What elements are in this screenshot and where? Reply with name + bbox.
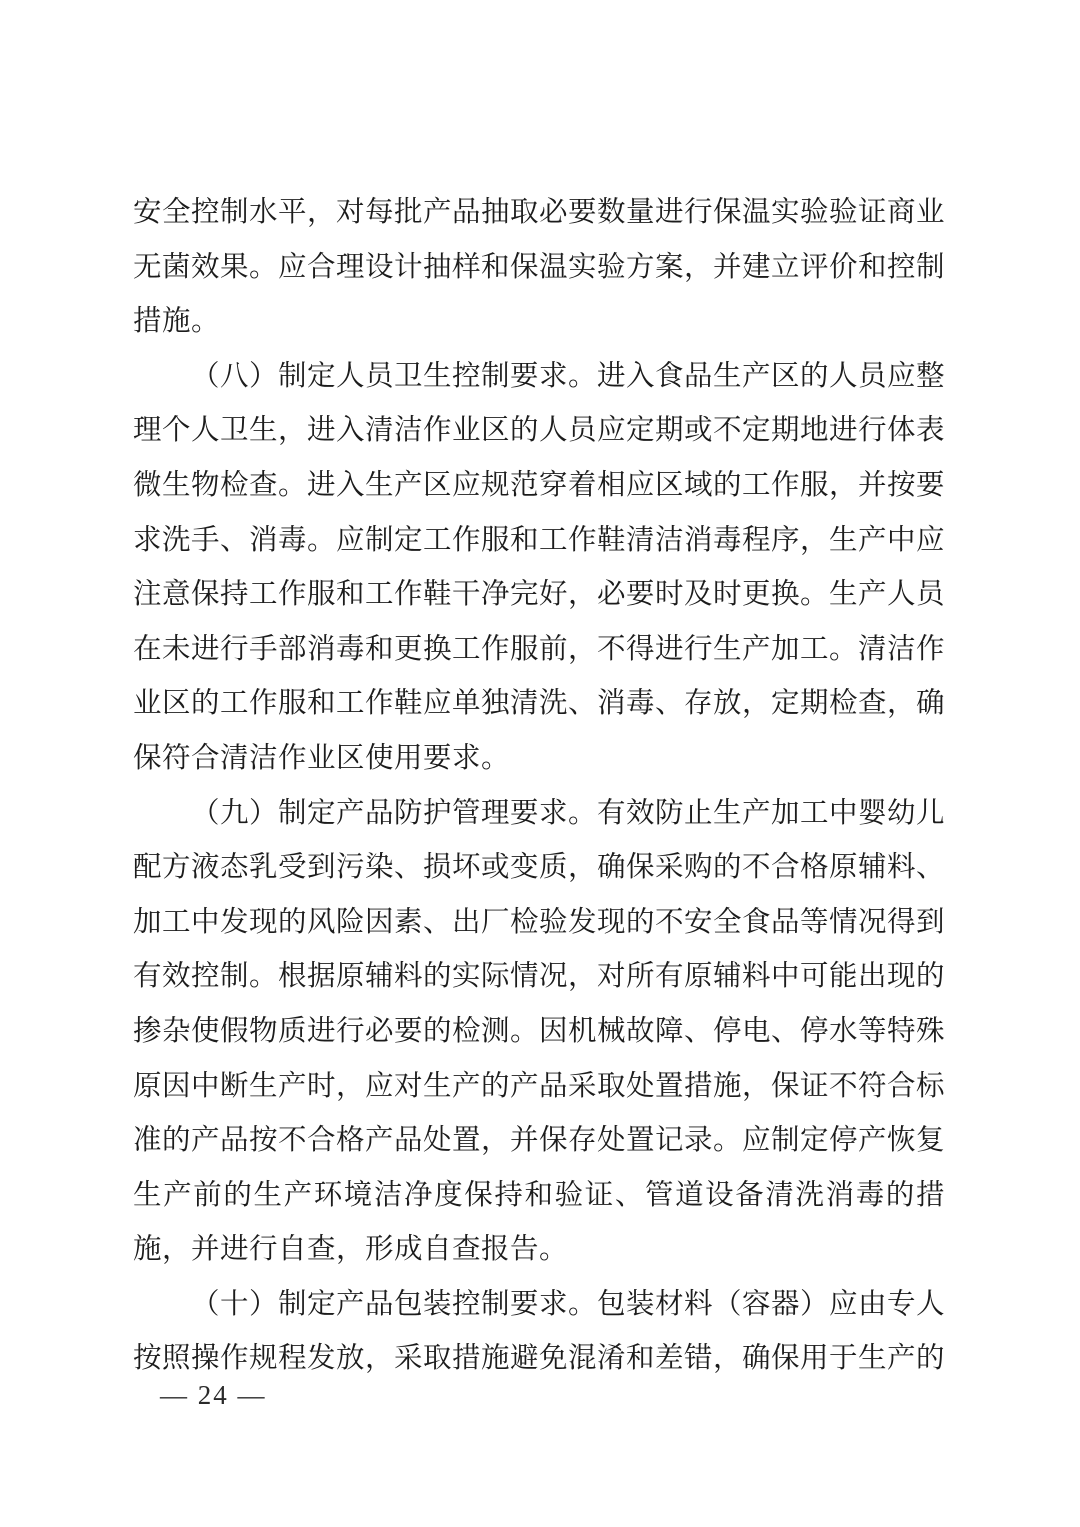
text-line: 安全控制水平，对每批产品抽取必要数量进行保温实验验证商业 [133,197,946,228]
text-line: （九）制定产品防护管理要求。有效防止生产加工中婴幼儿 [191,797,946,829]
text-line: 施，并进行自查，形成自查报告。 [133,1234,569,1266]
text-line: 措施。 [133,306,221,338]
text-line: 按照操作规程发放，采取措施避免混淆和差错，确保用于生产的 [133,1343,946,1375]
text-line: （八）制定人员卫生控制要求。进入食品生产区的人员应整 [191,360,946,392]
page-footer [160,1378,267,1412]
text-line: 掺杂使假物质进行必要的检测。因机械故障、停电、停水等特殊 [133,1015,946,1047]
text-line: 生产前的生产环境洁净度保持和验证、管道设备清洗消毒的措 [133,1179,945,1211]
text-line: （十）制定产品包装控制要求。包装材料（容器）应由专人 [191,1288,946,1320]
text-line: 加工中发现的风险因素、出厂检验发现的不安全食品等情况得到 [133,906,946,938]
text-line: 微生物检查。进入生产区应规范穿着相应区域的工作服，并按要 [133,469,946,501]
text-line: 原因中断生产时，应对生产的产品采取处置措施，保证不符合标 [133,1070,946,1102]
text-line: 配方液态乳受到污染、损坏或变质，确保采购的不合格原辅料、 [133,852,946,884]
text-line: 求洗手、消毒。应制定工作服和工作鞋清洁消毒程序，生产中应 [133,524,946,556]
text-line: 在未进行手部消毒和更换工作服前，不得进行生产加工。清洁作 [133,633,946,665]
text-line: 理个人卫生，进入清洁作业区的人员应定期或不定期地进行体表 [133,415,946,447]
text-line: 保符合清洁作业区使用要求。 [133,742,511,774]
text-line: 有效控制。根据原辅料的实际情况，对所有原辅料中可能出现的 [133,961,946,993]
text-line: 注意保持工作服和工作鞋干净完好，必要时及时更换。生产人员 [133,579,946,611]
page-number: — 24 — [160,1380,267,1410]
text-line: 业区的工作服和工作鞋应单独清洗、消毒、存放，定期检查，确 [133,688,946,720]
text-line: 无菌效果。应合理设计抽样和保温实验方案，并建立评价和控制 [133,251,946,283]
document-body [133,186,945,1387]
text-line: 准的产品按不合格产品处置，并保存处置记录。应制定停产恢复 [133,1125,946,1157]
